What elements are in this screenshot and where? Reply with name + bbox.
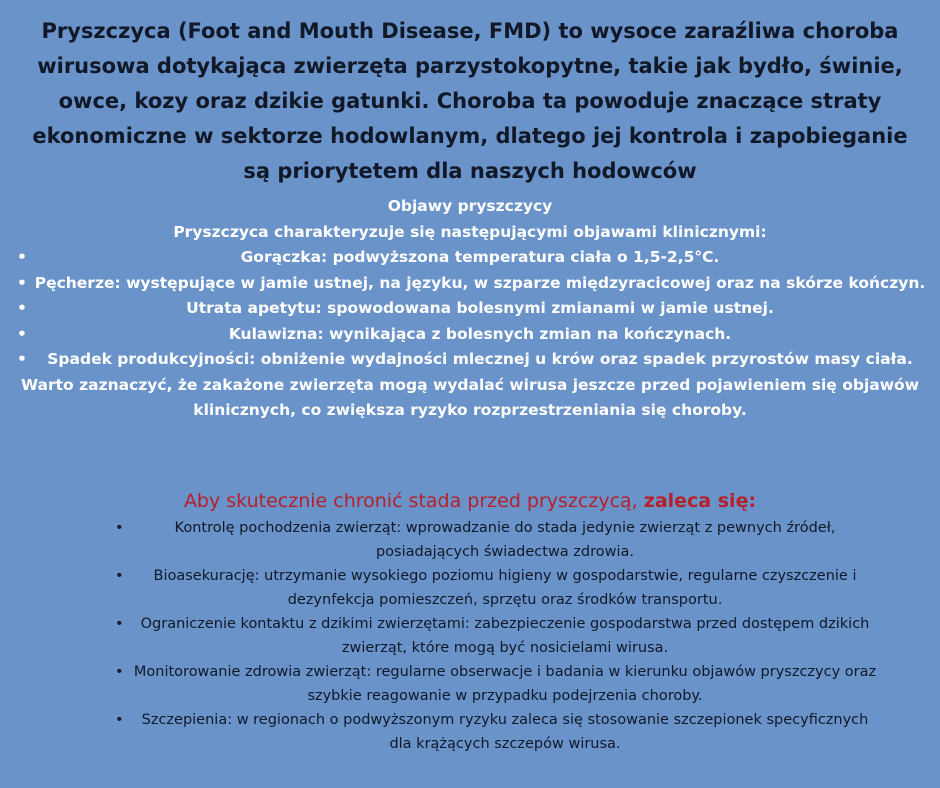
recommendations-section	[0, 486, 940, 756]
bullet-icon: •	[17, 248, 27, 266]
heading-strong: zaleca się:	[643, 490, 757, 512]
bullet-icon: •	[17, 273, 27, 292]
symptom-text: Pęcherze: występujące w jamie ustnej, na języku, w szparze międzyracicowej oraz na skórze kończyn.	[34, 273, 926, 292]
symptom-item	[0, 271, 940, 297]
symptoms-section	[0, 194, 940, 424]
bullet-icon: •	[115, 616, 124, 632]
heading-prefix: Aby skutecznie chronić stada przed pryszczycą,	[183, 490, 644, 512]
recommendation-text: Monitorowanie zdrowia zwierząt: regularne obserwacje i badania w kierunku objawów pryszczycy oraz szybkie reagowanie w przypadku podejrzenia choroby.	[133, 664, 877, 704]
bullet-icon: •	[17, 324, 27, 343]
bullet-icon: •	[17, 350, 27, 368]
recommendation-text: Kontrolę pochodzenia zwierząt: wprowadzanie do stada jedynie zwierząt z pewnych źródeł, posiadających świadectwa zdrowia.	[174, 520, 836, 560]
intro-paragraph: Pryszczyca (Foot and Mouth Disease, FMD) to wysoce zaraźliwa choroba wirusowa dotykająca zwierzęta parzystokopytne, takie jak bydło, świnie, owce, kozy oraz dzikie gatunki. Choroba ta powoduje znaczące straty ekonomiczne w sektorze hodowlanym, dlatego jej kontrola i zapobieganie są priorytetem dla naszych hodowców	[32, 19, 908, 183]
recommendation-text: Szczepienia: w regionach o podwyższonym ryzyku zaleca się stosowanie szczepionek specyficznych dla krążących szczepów wirusa.	[141, 712, 869, 752]
recommendations-list	[0, 516, 940, 756]
bullet-icon: •	[17, 299, 27, 317]
recommendation-text: Ograniczenie kontaktu z dzikimi zwierzętami: zabezpieczenie gospodarstwa przed dostępem dzikich zwierząt, które mogą być nosicielami wirusa.	[140, 616, 870, 656]
recommendations-heading	[0, 486, 940, 516]
symptom-item	[0, 347, 940, 373]
symptom-text: Kulawizna: wynikająca z bolesnych zmian na kończynach.	[228, 324, 732, 343]
symptom-text: Utrata apetytu: spowodowana bolesnymi zmianami w jamie ustnej.	[186, 299, 774, 317]
symptoms-lead: Pryszczyca charakteryzuje się następującymi objawami klinicznymi:	[173, 222, 767, 241]
recommendation-item	[115, 708, 880, 756]
recommendation-item	[115, 660, 880, 708]
recommendation-text: Bioasekurację: utrzymanie wysokiego poziomu higieny w gospodarstwie, regularne czyszczenie i dezynfekcja pomieszczeń, sprzętu oraz środków transportu.	[153, 568, 857, 608]
warning-paragraph: Warto zaznaczyć, że zakażone zwierzęta mogą wydalać wirusa jeszcze przed pojawieniem się objawów klinicznych, co zwiększa ryzyko rozprzestrzeniania się choroby.	[20, 375, 920, 419]
symptom-item	[0, 296, 940, 322]
symptom-item	[0, 322, 940, 348]
bullet-icon: •	[115, 568, 124, 584]
symptom-text: Spadek produkcyjności: obniżenie wydajności mlecznej u krów oraz spadek przyrostów masy ciała.	[47, 350, 913, 368]
symptoms-list	[0, 245, 940, 373]
bullet-icon: •	[115, 664, 124, 680]
symptoms-title: Objawy pryszczycy	[387, 197, 553, 215]
recommendation-item	[115, 516, 880, 564]
bullet-icon: •	[115, 712, 124, 728]
symptom-text: Gorączka: podwyższona temperatura ciała o 1,5-2,5°C.	[240, 248, 720, 266]
recommendation-item	[115, 564, 880, 612]
recommendation-item	[115, 612, 880, 660]
bullet-icon: •	[115, 520, 124, 536]
symptom-item	[0, 245, 940, 271]
